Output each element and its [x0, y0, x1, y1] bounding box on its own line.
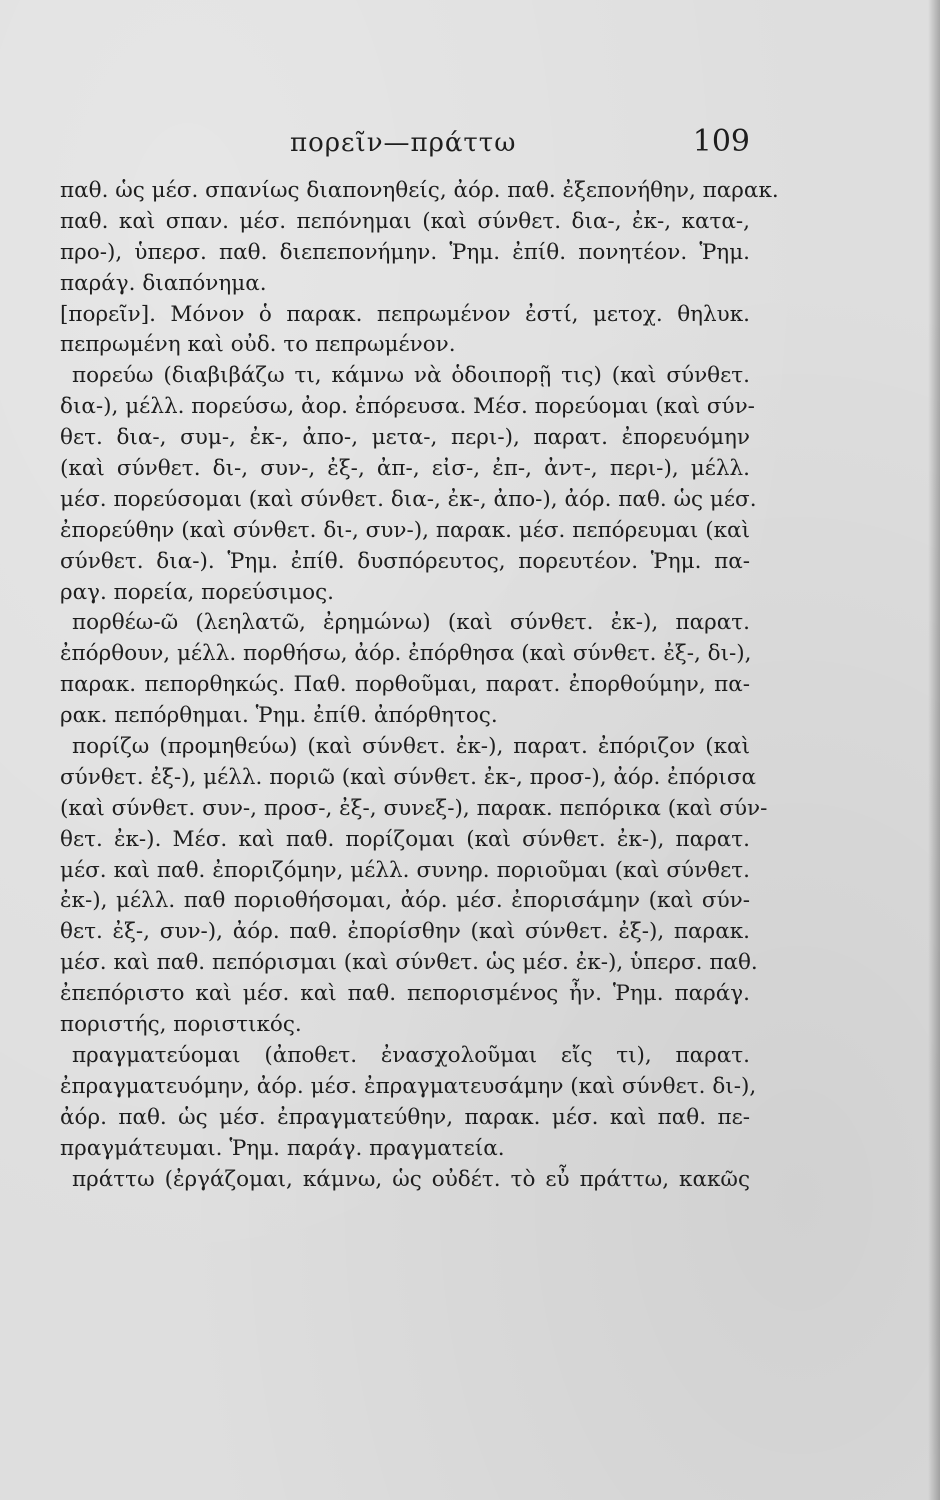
entry-portheo-start: πορθέω-ῶ (λεηλατῶ, ἐρημώνω) (καὶ σύνθετ. ἐκ-), παρατ.	[72, 610, 750, 636]
text-line: παθ. καὶ σπαν. μέσ. πεπόνημαι (καὶ σύνθετ. δια-, ἐκ-, κατα-,	[60, 208, 750, 234]
text-line: ἐπεπόριστο καὶ μέσ. καὶ παθ. πεπορισμένος ἦν. Ῥημ. παράγ.	[60, 981, 750, 1007]
page-number: 109	[692, 124, 750, 159]
dictionary-entries	[60, 176, 779, 1195]
text-line: ἐπραγματευόμην, ἀόρ. μέσ. ἐπραγματευσάμην (καὶ σύνθετ. δι-),	[60, 1073, 757, 1099]
text-line: ποριστής, ποριστικός.	[60, 1012, 302, 1038]
text-line: σύνθετ. ἐξ-), μέλλ. ποριῶ (καὶ σύνθετ. ἐκ-, προσ-), ἀόρ. ἐπόρισα	[60, 764, 757, 790]
text-line: παρακ. πεπορθηκώς. Παθ. πορθοῦμαι, παρατ. ἐπορθούμην, πα-	[60, 672, 750, 698]
text-line: παθ. ὡς μέσ. σπανίως διαπονηθείς, ἀόρ. παθ. ἐξεπονήθην, παρακ.	[60, 178, 779, 203]
text-line: μέσ. πορεύσομαι (καὶ σύνθετ. δια-, ἐκ-, ἀπο-), ἀόρ. παθ. ὡς μέσ.	[60, 486, 757, 512]
text-line: ραγ. πορεία, πορεύσιμος.	[60, 579, 334, 605]
running-head: πορεῖν—πράττω	[290, 128, 517, 158]
text-line: ἐπορεύθην (καὶ σύνθετ. δι-, συν-), παρακ. μέσ. πεπόρευμαι (καὶ	[60, 517, 750, 543]
text-line: δια-), μέλλ. πορεύσω, ἀορ. ἐπόρευσα. Μέσ. πορεύομαι (καὶ σύν-	[60, 394, 755, 420]
text-line: πεπρωμένη καὶ οὐδ. το πεπρωμένον.	[60, 332, 456, 358]
text-line: ρακ. πεπόρθημαι. Ῥημ. ἐπίθ. ἀπόρθητος.	[60, 703, 498, 729]
text-line: πραγμάτευμαι. Ῥημ. παράγ. πραγματεία.	[60, 1135, 505, 1161]
page-header	[60, 124, 750, 168]
text-line: θετ. ἐκ-). Μέσ. καὶ παθ. πορίζομαι (καὶ σύνθετ. ἐκ-), παρατ.	[60, 826, 750, 852]
text-line: (καὶ σύνθετ. δι-, συν-, ἐξ-, ἀπ-, εἰσ-, ἐπ-, ἀντ-, περι-), μέλλ.	[60, 456, 750, 482]
entry-poreinn-start: [πορεῖν]. Μόνον ὁ παρακ. πεπρωμένον ἐστί, μετοχ. θηλυκ.	[60, 301, 750, 327]
entry-porizo-start: πορίζω (προμηθεύω) (καὶ σύνθετ. ἐκ-), παρατ. ἐπόριζον (καὶ	[72, 734, 750, 760]
entry-pragmateuomai-start: πραγματεύομαι (ἀποθετ. ἐνασχολοῦμαι εἴς τι), παρατ.	[72, 1042, 750, 1068]
text-line: ἐκ-), μέλλ. παθ ποριοθήσομαι, ἀόρ. μέσ. ἐπορισάμην (καὶ σύν-	[60, 888, 750, 914]
entry-poreuo-start: πορεύω (διαβιβάζω τι, κάμνω νὰ ὁδοιπορῇ τις) (καὶ σύνθετ.	[72, 363, 750, 389]
text-line: μέσ. καὶ παθ. πεπόρισμαι (καὶ σύνθετ. ὡς μέσ. ἐκ-), ὑπερσ. παθ.	[60, 950, 758, 976]
page-edge-shadow	[928, 0, 940, 1500]
entry-pratto-start: πράττω (ἐργάζομαι, κάμνω, ὡς οὐδέτ. τὸ εὖ πράττω, κακῶς	[72, 1166, 750, 1192]
text-line: θετ. ἐξ-, συν-), ἀόρ. παθ. ἐπορίσθην (καὶ σύνθετ. ἐξ-), παρακ.	[60, 919, 750, 945]
text-line: ἀόρ. παθ. ὡς μέσ. ἐπραγματεύθην, παρακ. μέσ. καὶ παθ. πε-	[60, 1104, 750, 1130]
text-line: (καὶ σύνθετ. συν-, προσ-, ἐξ-, συνεξ-), παρακ. πεπόρικα (καὶ σύν-	[60, 795, 768, 821]
text-line: μέσ. καὶ παθ. ἐποριζόμην, μέλλ. συνηρ. ποριοῦμαι (καὶ σύνθετ.	[60, 857, 750, 883]
text-line: θετ. δια-, συμ-, ἐκ-, ἀπο-, μετα-, περι-), παρατ. ἐπορευόμην	[60, 425, 750, 451]
text-line: παράγ. διαπόνημα.	[60, 270, 267, 296]
text-line: ἐπόρθουν, μέλλ. πορθήσω, ἀόρ. ἐπόρθησα (καὶ σύνθετ. ἐξ-, δι-),	[60, 641, 752, 667]
text-line: σύνθετ. δια-). Ῥημ. ἐπίθ. δυσπόρευτος, πορευτέον. Ῥημ. πα-	[60, 548, 750, 574]
text-line: προ-), ὑπερσ. παθ. διεπεπονήμην. Ῥημ. ἐπίθ. πονητέον. Ῥημ.	[60, 239, 750, 265]
